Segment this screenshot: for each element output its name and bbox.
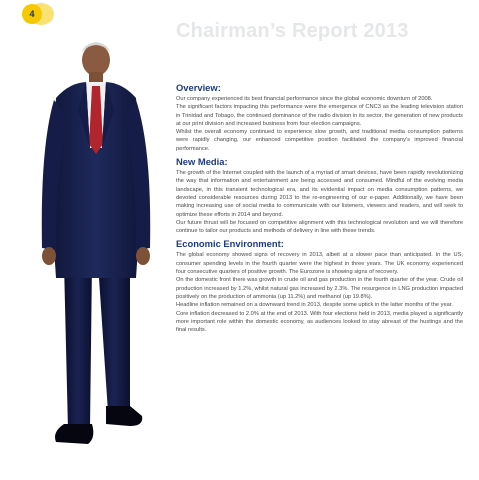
paragraph: The growth of the Internet coupled with the launch of a myriad of smart devices, have been rapidly revolutionizing the way that information and entertainment are being accessed and consumed. Mindful of the evolving media landscape, in this transient technological era, and its evidential impact on media consumption patterns, we devoted considerable resources during 2013 to the re-engineering of our e-paper. Additionally, we have been making increasing use of social media to communicate with our listeners, viewers and readers, and will seek to optimize these efforts in 2014 and beyond.: [176, 170, 463, 218]
report-body: [176, 82, 463, 337]
page-number: 4: [22, 4, 42, 24]
page-title: Chairman’s Report 2013: [176, 20, 409, 42]
paragraph: Headline inflation remained on a downward trend in 2013, despite some uptick in the latter months of the year.: [176, 302, 453, 309]
page-number-badge: [22, 3, 54, 25]
section-new-media: [176, 156, 463, 235]
paragraph: The significant factors impacting this performance were the emergence of CNC3 as the leading television station in Trinidad and Tobago, the continued dominance of the radio division in its sector, the generation of new products at our print division and increased business from four election campaigns.: [176, 104, 463, 127]
section-heading: New Media:: [176, 156, 228, 168]
paragraph: Our future thrust will be focused on competitive alignment with this technological revolution and we will therefore continue to tailor our products and methods of delivery in line with these trends.: [176, 219, 463, 235]
paragraph: The global economy showed signs of recovery in 2013, albeit at a slower pace than anticipated. In the US, consumer spending levels in the fourth quarter were the highest in three years. The UK economy experienced four consecutive quarters of positive growth. The Eurozone is showing signs of recovery.: [176, 252, 463, 276]
chairman-portrait: [26, 38, 161, 453]
section-overview: [176, 82, 463, 153]
paragraph: Core inflation decreased to 2.0% at the end of 2013. With four elections held in 2013, media played a significantly more important role within the domestic economy, as audiences looked to stay abreast of the hustings and the final results.: [176, 310, 463, 334]
section-heading: Overview:: [176, 82, 221, 93]
section-heading: Economic Environment:: [176, 238, 284, 250]
paragraph: On the domestic front there was growth in crude oil and gas production in the fourth quarter of the year. Crude oil production increased by 1.2%, whilst natural gas increased by 2.3%. The resurgence in LNG production impacted positively on the production of ammonia (up 11.2%) and methanol (up 19.8%).: [176, 277, 463, 300]
paragraph: Our company experienced its best financial performance since the global economic downturn of 2008.: [176, 96, 433, 102]
paragraph: Whilst the overall economy continued to experience slow growth, and traditional media consumption patterns were rapidly changing, our enhanced competitive position facilitated the company’s improved financial performance.: [176, 129, 463, 152]
section-economic-environment: [176, 238, 463, 334]
